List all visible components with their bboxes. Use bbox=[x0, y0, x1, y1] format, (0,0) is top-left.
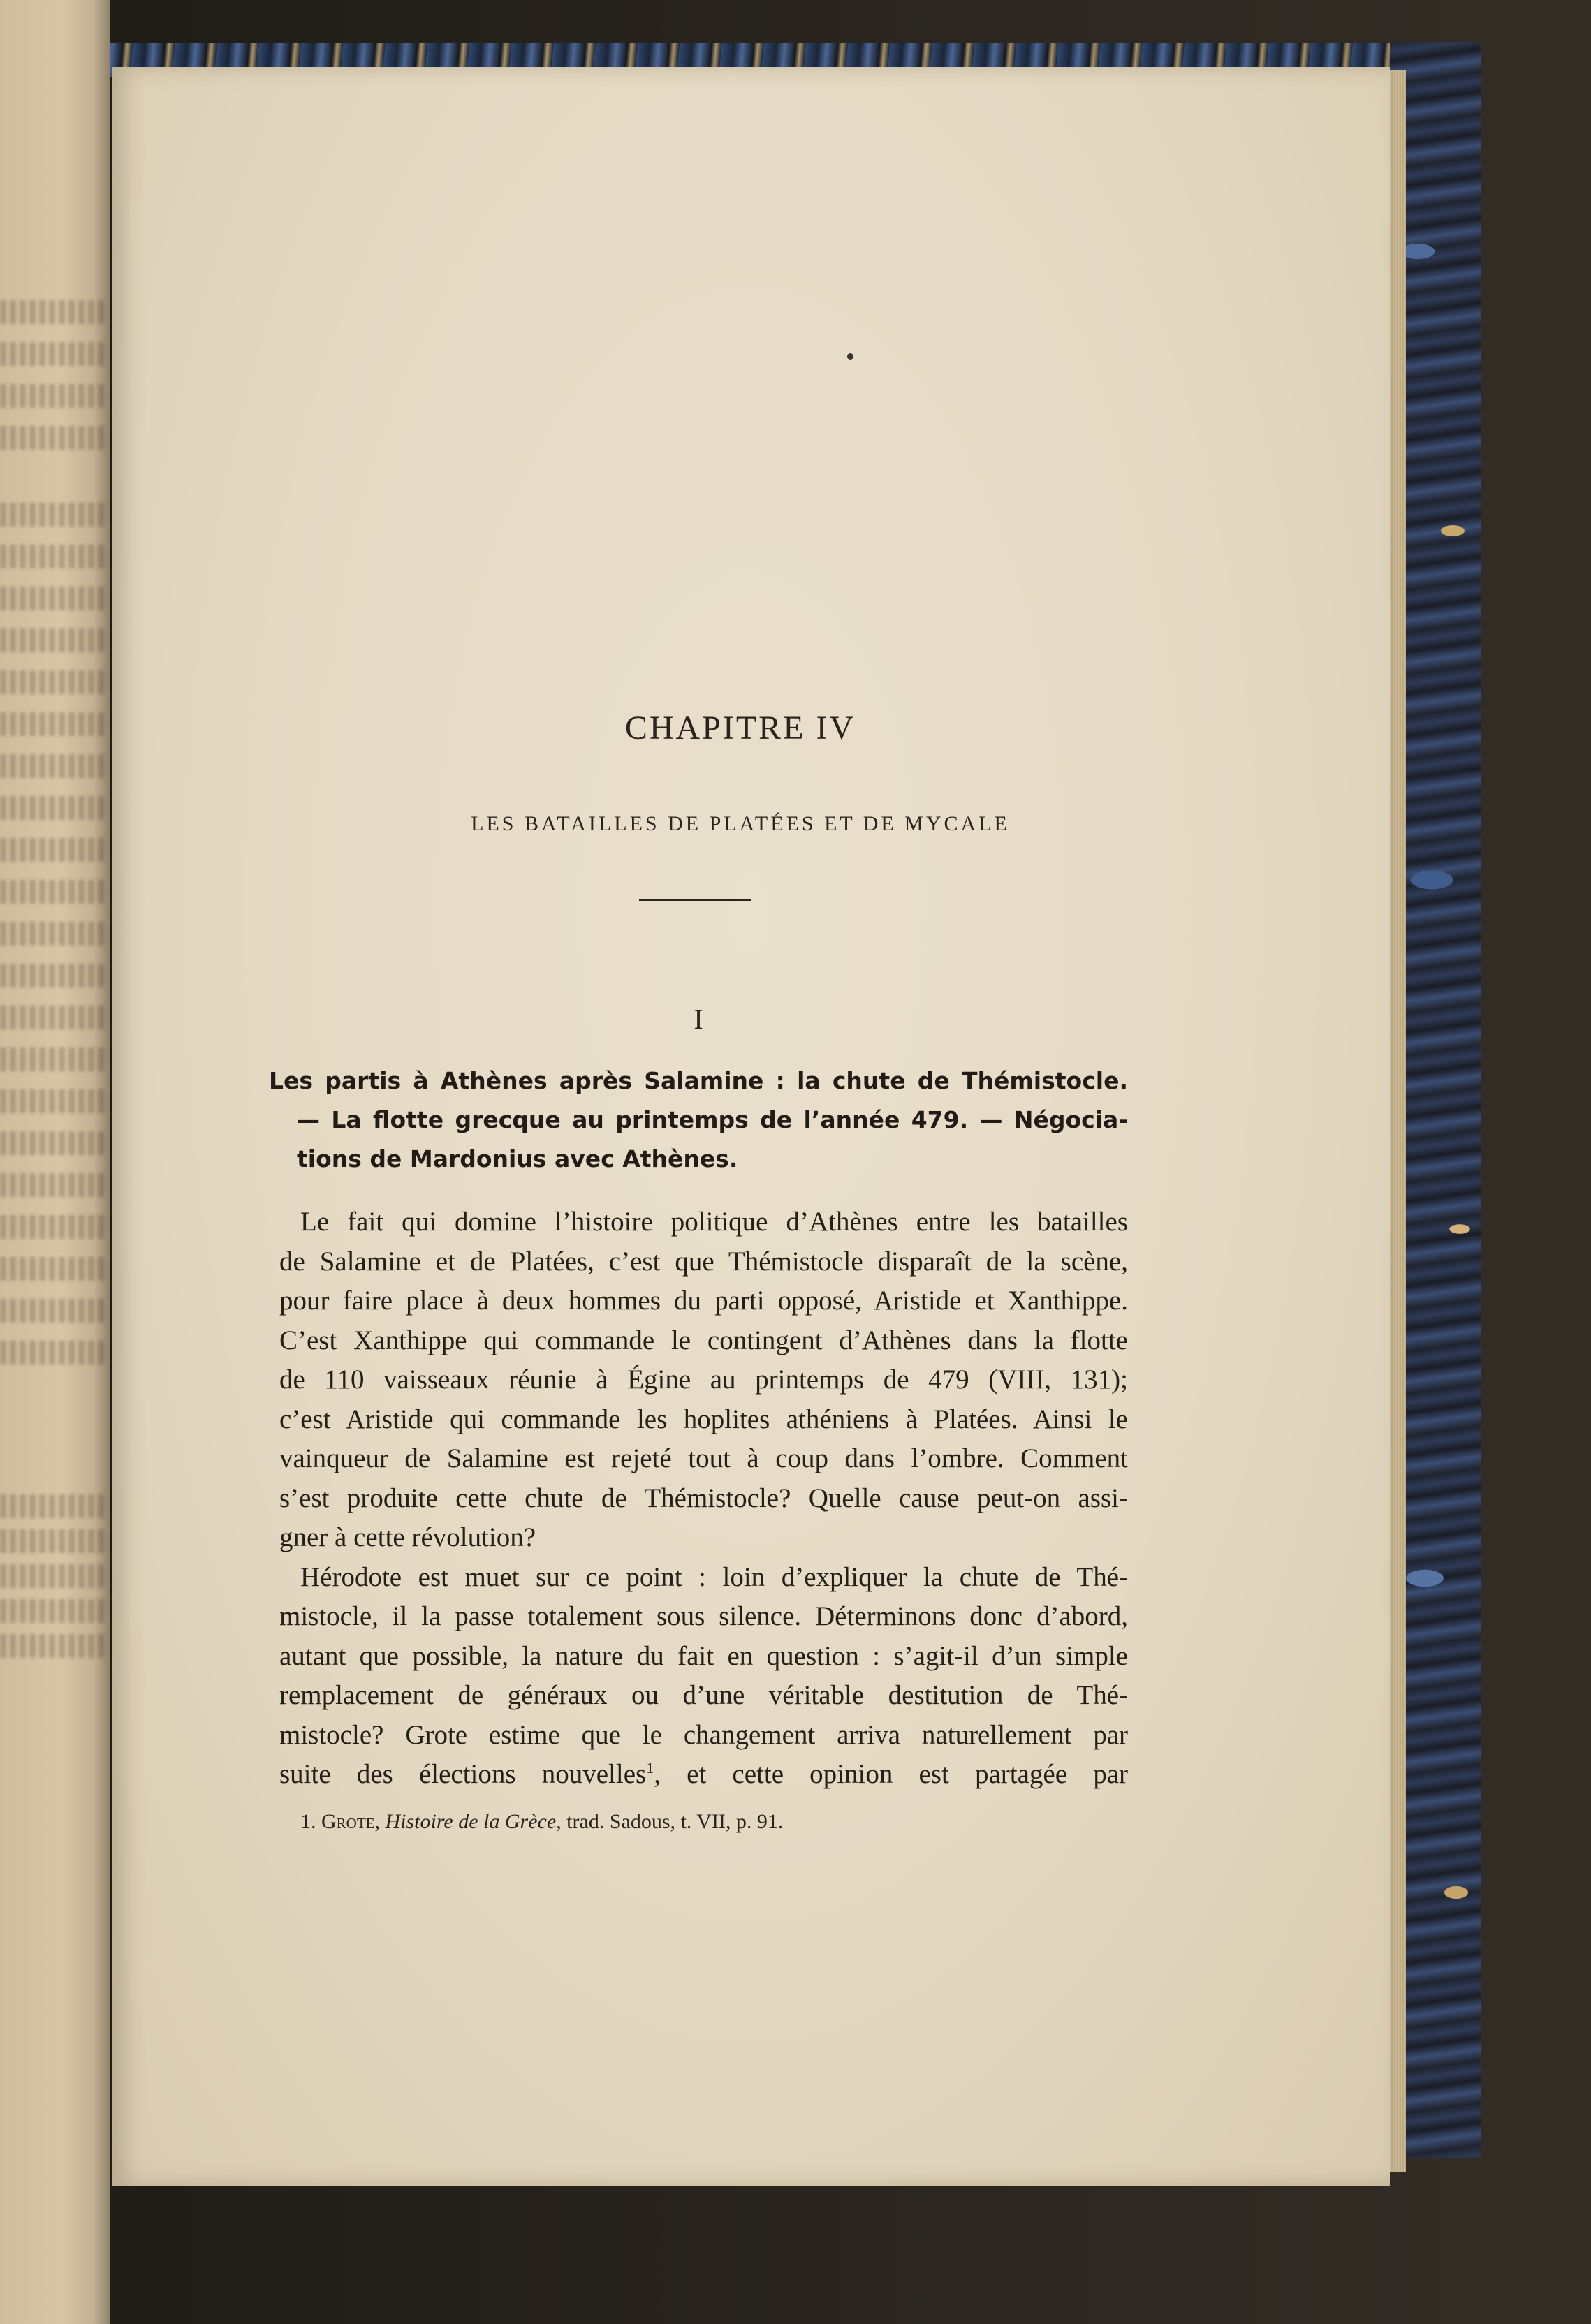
text-line: s’est produite cette chute de Thémistocle? Quelle cause peut-on assi- bbox=[279, 1483, 1128, 1513]
ink-dot bbox=[847, 353, 853, 360]
bleed-through-text bbox=[0, 300, 105, 324]
bleed-through-text bbox=[0, 838, 105, 862]
text-line: vainqueur de Salamine est rejeté tout à coup dans l’ombre. Comment bbox=[279, 1443, 1128, 1473]
bleed-through-text bbox=[0, 1529, 105, 1553]
text-line: autant que possible, la nature du fait en question : s’agit-il d’un simple bbox=[279, 1640, 1128, 1671]
text-line: Le fait qui domine l’histoire politique d’Athènes entre les batailles bbox=[300, 1207, 1128, 1237]
bleed-through-text bbox=[0, 670, 105, 694]
bleed-through-text bbox=[0, 503, 105, 527]
bleed-through-text bbox=[0, 426, 105, 450]
chapter-title: CHAPITRE IV bbox=[624, 709, 856, 747]
bleed-through-text bbox=[0, 628, 105, 652]
bleed-through-text bbox=[0, 1341, 105, 1365]
bleed-through-text bbox=[0, 1634, 105, 1658]
facing-page-left bbox=[0, 0, 110, 2324]
bleed-through-text bbox=[0, 1215, 105, 1239]
summary-line: tions de Mardonius avec Athènes. bbox=[297, 1145, 738, 1172]
text-fragment: , et cette opinion est partagée par bbox=[654, 1759, 1128, 1789]
body-text bbox=[279, 1203, 1128, 1795]
text-line: mistocle? Grote estime que le changement arriva naturellement par bbox=[279, 1719, 1128, 1750]
bleed-through-text bbox=[0, 545, 105, 568]
text-line: C’est Xanthippe qui commande le contingent d’Athènes dans la flotte bbox=[279, 1325, 1128, 1355]
footnote-title: Histoire de la Grèce, bbox=[385, 1810, 562, 1833]
text-line: de 110 vaisseaux réunie à Égine au printemps de 479 (VIII, 131); bbox=[279, 1365, 1128, 1395]
summary-line: Les partis à Athènes après Salamine : la chute de Thémistocle. bbox=[269, 1067, 1128, 1094]
bleed-through-text bbox=[0, 1564, 105, 1588]
text-line: remplacement de généraux ou d’une véritable destitution de Thé- bbox=[279, 1680, 1128, 1710]
section-summary bbox=[269, 1061, 1128, 1179]
footnote bbox=[300, 1810, 1138, 1834]
bleed-through-text bbox=[0, 1173, 105, 1197]
text-line: mistocle, il la passe totalement sous silence. Déterminons donc d’abord, bbox=[279, 1601, 1128, 1631]
title-rule bbox=[639, 899, 751, 901]
bleed-through-text bbox=[0, 342, 105, 366]
bleed-through-text bbox=[0, 587, 105, 610]
text-line: de Salamine et de Platées, c’est que Thémistocle disparaît de la scène, bbox=[279, 1246, 1128, 1277]
bleed-through-text bbox=[0, 1257, 105, 1281]
text-line-with-note bbox=[279, 1755, 1128, 1795]
bleed-through-text bbox=[0, 1494, 105, 1518]
bleed-through-text bbox=[0, 754, 105, 778]
text-line: pour faire place à deux hommes du parti opposé, Aristide et Xanthippe. bbox=[279, 1286, 1128, 1316]
bleed-through-text bbox=[0, 1047, 105, 1071]
paragraph-2 bbox=[279, 1558, 1128, 1795]
footnote-rest: trad. Sadous, t. VII, p. 91. bbox=[566, 1810, 784, 1833]
footnote-ref[interactable]: 1 bbox=[646, 1759, 654, 1777]
text-line: gner à cette révolution? bbox=[279, 1522, 536, 1552]
text-fragment: suite des élections nouvelles bbox=[279, 1759, 647, 1789]
bleed-through-text bbox=[0, 1089, 105, 1113]
text-line: c’est Aristide qui commande les hoplites athéniens à Platées. Ainsi le bbox=[279, 1404, 1128, 1434]
bleed-through-text bbox=[0, 880, 105, 904]
footnote-author: Grote, bbox=[321, 1810, 380, 1833]
bleed-through-text bbox=[0, 1599, 105, 1623]
paragraph-1 bbox=[279, 1203, 1128, 1558]
text-line: Hérodote est muet sur ce point : loin d’expliquer la chute de Thé- bbox=[300, 1561, 1128, 1592]
bleed-through-text bbox=[0, 1131, 105, 1155]
bleed-through-text bbox=[0, 964, 105, 987]
summary-line: — La flotte grecque au printemps de l’année 479. — Négocia- bbox=[297, 1106, 1128, 1133]
bleed-through-text bbox=[0, 922, 105, 946]
footnote-number: 1. bbox=[300, 1810, 316, 1833]
section-number: I bbox=[694, 1003, 703, 1035]
bleed-through-text bbox=[0, 1299, 105, 1323]
bleed-through-text bbox=[0, 384, 105, 408]
chapter-subtitle: LES BATAILLES DE PLATÉES ET DE MYCALE bbox=[471, 812, 1010, 835]
